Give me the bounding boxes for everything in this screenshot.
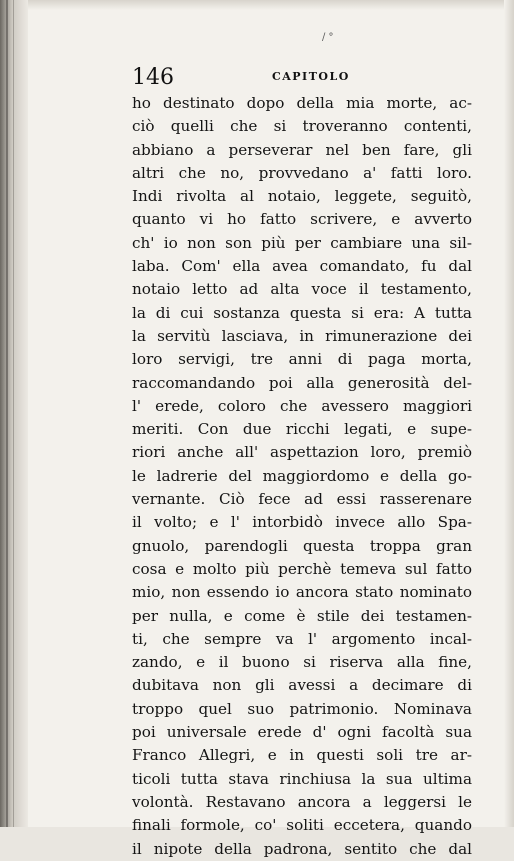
text-line: gnuolo, parendogli questa troppa gran [132, 536, 472, 555]
text-line: per nulla, e come è stile dei testamen- [132, 606, 472, 625]
text-line: ticoli tutta stava rinchiusa la sua ultima [132, 769, 472, 788]
text-line: ti, che sempre va l' argomento incal- [132, 629, 472, 648]
text-line: il volto; e l' intorbidò invece allo Spa- [132, 513, 472, 532]
body-text [132, 92, 472, 861]
text-line: vernante. Ciò fece ad essi rasserenare [132, 490, 472, 509]
text-line: ho destinato dopo della mia morte, ac- [132, 94, 472, 112]
text-line: notaio letto ad alta voce il testamento, [132, 280, 472, 299]
text-line: quanto vi ho fatto scrivere, e avverto [132, 210, 472, 229]
page-header [132, 64, 472, 92]
text-line: poi universale erede d' ogni facoltà sua [132, 723, 472, 742]
text-line: il nipote della padrona, sentito che dal [132, 839, 472, 858]
right-page-edge [504, 0, 514, 827]
text-line: volontà. Restavano ancora a leggersi le [132, 792, 472, 811]
text-line: finali formole, co' soliti eccetera, quando [132, 816, 472, 835]
text-line: la servitù lasciava, in rimunerazione dei [132, 326, 472, 345]
text-line: meriti. Con due ricchi legati, e supe- [132, 420, 472, 439]
text-line: abbiano a perseverar nel ben fare, gli [132, 140, 472, 159]
gutter-shadow-line [13, 0, 14, 827]
text-line: riori anche all' aspettazion loro, premiò [132, 443, 472, 462]
top-edge-shadow [28, 0, 514, 10]
text-line: Franco Allegri, e in questi soli tre ar- [132, 746, 472, 765]
stray-mark: / ° [322, 32, 334, 43]
binding-gutter [0, 0, 28, 827]
text-line: loro servigi, tre anni di paga morta, [132, 350, 472, 369]
gutter-shadow-line [6, 0, 8, 827]
text-line: ciò quelli che si troveranno contenti, [132, 117, 472, 136]
text-line: dubitava non gli avessi a decimare di [132, 676, 472, 695]
text-line: le ladrerie del maggiordomo e della go- [132, 466, 472, 485]
text-line: raccomandando poi alla generosità del- [132, 373, 472, 392]
page-number: 146 [132, 65, 174, 90]
text-line: zando, e il buono si riserva alla fine, [132, 653, 472, 672]
text-line: cosa e molto più perchè temeva sul fatto [132, 559, 472, 578]
text-line: altri che no, provvedano a' fatti loro. [132, 163, 472, 182]
text-line: la di cui sostanza questa si era: A tutta [132, 303, 472, 322]
text-line: ch' io non son più per cambiare una sil- [132, 233, 472, 252]
text-line: mio, non essendo io ancora stato nominato [132, 583, 472, 602]
text-line: Indi rivolta al notaio, leggete, seguitò, [132, 187, 472, 206]
text-line: laba. Com' ella avea comandato, fu dal [132, 257, 472, 276]
text-line: troppo quel suo patrimonio. Nominava [132, 699, 472, 718]
text-line: l' erede, coloro che avessero maggiori [132, 396, 472, 415]
running-head: CAPITOLO [272, 70, 350, 83]
